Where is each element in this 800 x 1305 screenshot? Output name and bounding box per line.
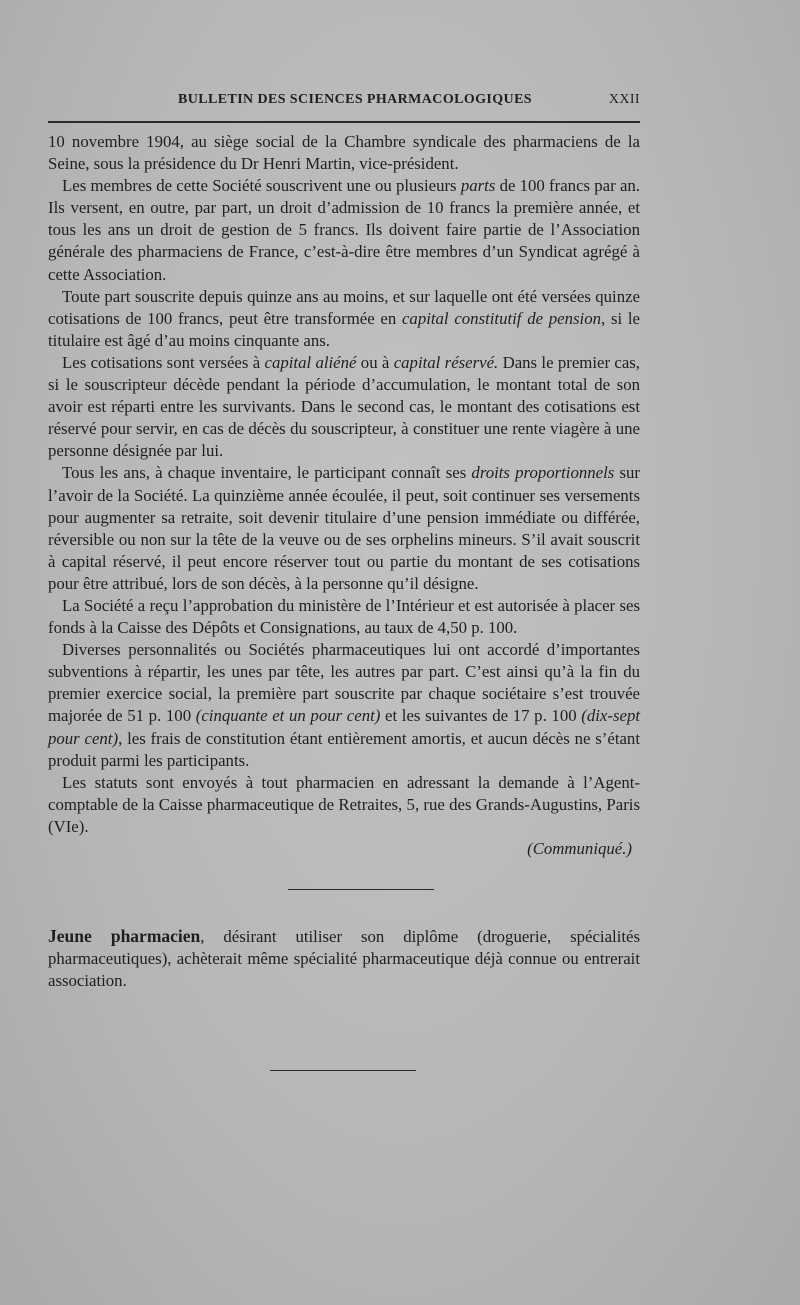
- signature-line: [48, 838, 640, 860]
- emphasis-droits: droits proportionnels: [471, 463, 615, 483]
- paragraph-3: Toute part souscrite depuis quinze ans au moins, et sur laquelle ont été versées quinze cotisations de 100 francs, peut être transformée en capital constitutif de pension, si le titulaire est âgé d’au moins cinquante ans.: [48, 286, 641, 350]
- notice-text: , désirant utiliser son diplôme (droguerie, spécialités pharmaceutiques), achèterait même spécialité pharmaceutique déjà connue ou entrerait association.: [48, 927, 640, 990]
- paragraph-8: Les statuts sont envoyés à tout pharmacien en adressant la demande à l’Agent-comptable de la Caisse pharmaceutique de Retraites, 5, rue des Grands-Augustins, Paris (VIe).: [48, 772, 640, 836]
- page-number: XXII: [608, 92, 640, 107]
- section-divider: [288, 889, 434, 890]
- classified-notice: [48, 925, 640, 992]
- emphasis-aliene: capital aliéné: [264, 352, 357, 372]
- signature: (Communiqué.): [527, 839, 632, 858]
- paragraph-6: La Société a reçu l’approbation du ministère de l’Intérieur et est autorisée à placer ses fonds à la Caisse des Dépôts et Consignations, au taux de 4,50 p. 100.: [48, 595, 640, 638]
- paragraph-5: Tous les ans, à chaque inventaire, le participant connaît ses droits proportionnels sur l’avoir de la Société. La quinzième année écoulée, il peut, soit continuer ses versements pour augmenter sa retraite, soit devenir titulaire d’une pension immédiate ou différée, réversible ou non sur la tête de la veuve ou de ses orphelins mineurs. S’il avait souscrit à capital réservé, il peut encore réserver tout ou partie du montant de ses cotisations pour être attribué, lors de son décès, à la personne qu’il désigne.: [48, 463, 640, 593]
- paragraph-1: 10 novembre 1904, au siège social de la Chambre syndicale des pharmaciens de la Seine, sous la présidence du Dr Henri Martin, vice-président.: [48, 132, 640, 174]
- paragraph-4: Les cotisations sont versées à capital aliéné ou à capital réservé. Dans le premier cas, si le souscripteur décède pendant la période d’accumulation, le montant total de son avoir est réparti entre les survivants. Dans le second cas, le montant des cotisations est réservé pour servir, en cas de décès du souscripteur, à constituer une rente viagère à une personne désignée par lui.: [48, 352, 640, 461]
- paragraph-2: Les membres de cette Société souscrivent une ou plusieurs parts de 100 francs par an. Ils versent, en outre, par part, un droit d’admission de 10 francs la première année, et tous les ans un droit de gestion de 5 francs. Ils doivent faire partie de l’Association générale des pharmaciens de France, c’est-à-dire être membres d’un Syndicat agrégé à cette Association.: [48, 176, 640, 284]
- emphasis-dixsept: (dix-sept pour cent): [48, 706, 640, 748]
- notice-lead: Jeune pharmacien: [48, 926, 201, 946]
- emphasis-reserve: capital réservé.: [393, 352, 499, 372]
- running-header: [48, 92, 640, 114]
- emphasis-cinquante: (cinquante et un pour cent): [195, 706, 381, 726]
- closing-divider: [270, 1070, 416, 1071]
- emphasis-parts: parts: [460, 176, 496, 196]
- journal-title: BULLETIN DES SCIENCES PHARMACOLOGIQUES: [178, 92, 532, 107]
- header-rule: [48, 121, 640, 123]
- emphasis-capital: capital constitutif de pension: [401, 308, 602, 328]
- article-body: [48, 131, 640, 860]
- paragraph-7: Diverses personnalités ou Sociétés pharmaceutiques lui ont accordé d’importantes subventions à répartir, les unes par tête, les autres par part. C’est ainsi qu’à la fin du premier exercice social, la première part souscrite par chaque sociétaire s’est trouvée majorée de 51 p. 100 (cinquante et un pour cent) et les suivantes de 17 p. 100 (dix-sept pour cent), les frais de constitution étant entièrement amortis, et aucun décès ne s’étant produit parmi les participants.: [48, 640, 640, 770]
